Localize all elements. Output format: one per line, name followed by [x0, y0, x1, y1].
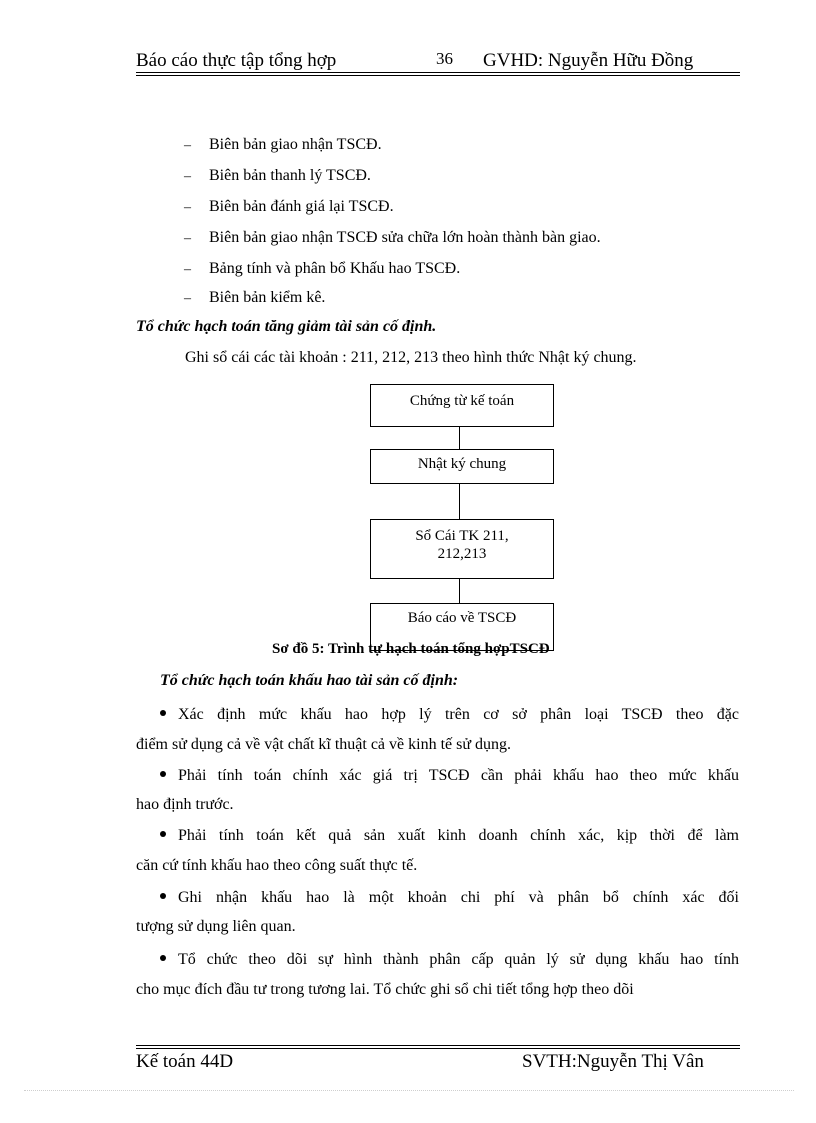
page-number: 36	[436, 49, 453, 68]
bullet-continuation: điểm sử dụng cả về vật chất kĩ thuật cả về kinh tế sử dụng.	[136, 736, 512, 753]
dash-icon: –	[184, 138, 191, 153]
header-rule	[136, 72, 740, 73]
bullet-continuation: cho mục đích đầu tư trong tương lai. Tổ chức ghi sổ chi tiết tổng hợp theo dõi	[136, 981, 634, 998]
bullet-icon	[160, 710, 166, 716]
section-heading-increase-decrease: Tổ chức hạch toán tăng giảm tài sản cố định.	[136, 318, 437, 335]
list-item: – Biên bản giao nhận TSCĐ sửa chữa lớn hoàn thành bàn giao.	[184, 228, 601, 249]
dash-icon: –	[184, 200, 191, 215]
header-right: GVHD: Nguyễn Hữu Đồng	[483, 50, 694, 71]
flowchart-box-vouchers: Chứng từ kế toán	[370, 384, 554, 427]
flowchart-connector	[459, 484, 460, 519]
header-rule-2	[136, 75, 740, 76]
bullet-icon	[160, 831, 166, 837]
bullet-item: Phải tính toán kết quả sản xuất kinh doanh chính xác, kịp thời để làm	[136, 826, 739, 846]
footer-rule-2	[136, 1048, 740, 1049]
flowchart-caption: Sơ đồ 5: Trình tự hạch toán tổng hợpTSCĐ	[272, 641, 550, 657]
flowchart-box-ledger: Sổ Cái TK 211, 212,213	[370, 519, 554, 579]
bullet-item: Ghi nhận khấu hao là một khoản chi phí và phân bổ chính xác đối	[136, 888, 739, 908]
dash-icon: –	[184, 231, 191, 246]
list-item: – Biên bản kiểm kê.	[184, 288, 325, 309]
flowchart-connector	[459, 579, 460, 603]
page-edge	[24, 1090, 794, 1091]
bullet-item: Tổ chức theo dõi sự hình thành phân cấp quản lý sử dụng khấu hao tính	[136, 950, 739, 970]
list-item: – Bảng tính và phân bổ Khấu hao TSCĐ.	[184, 259, 460, 280]
bullet-icon	[160, 893, 166, 899]
dash-icon: –	[184, 291, 191, 306]
section-heading-depreciation: Tổ chức hạch toán khấu hao tài sản cố định:	[160, 672, 459, 689]
dash-icon: –	[184, 262, 191, 277]
bullet-item: Phải tính toán chính xác giá trị TSCĐ cần phải khấu hao theo mức khấu	[136, 766, 739, 786]
list-item: – Biên bản đánh giá lại TSCĐ.	[184, 197, 394, 218]
footer-rule	[136, 1045, 740, 1046]
bullet-continuation: hao định trước.	[136, 796, 234, 813]
bullet-icon	[160, 771, 166, 777]
bullet-continuation: tượng sử dụng liên quan.	[136, 918, 296, 935]
dash-icon: –	[184, 169, 191, 184]
bullet-continuation: căn cứ tính khấu hao theo công suất thực tế.	[136, 857, 418, 874]
list-item: – Biên bản giao nhận TSCĐ.	[184, 135, 382, 156]
bullet-icon	[160, 955, 166, 961]
ledger-intro: Ghi sổ cái các tài khoản : 211, 212, 213 theo hình thức Nhật ký chung.	[185, 349, 637, 366]
footer-right: SVTH:Nguyễn Thị Vân	[522, 1051, 704, 1072]
footer-left: Kế toán 44D	[136, 1051, 234, 1072]
bullet-item: Xác định mức khấu hao hợp lý trên cơ sở phân loại TSCĐ theo đặc	[136, 705, 739, 725]
flowchart-box-report: Báo cáo về TSCĐ	[370, 603, 554, 651]
list-item: – Biên bản thanh lý TSCĐ.	[184, 166, 371, 187]
header-left: Báo cáo thực tập tổng hợp	[136, 50, 337, 71]
flowchart-connector	[459, 427, 460, 449]
flowchart-box-journal: Nhật ký chung	[370, 449, 554, 484]
